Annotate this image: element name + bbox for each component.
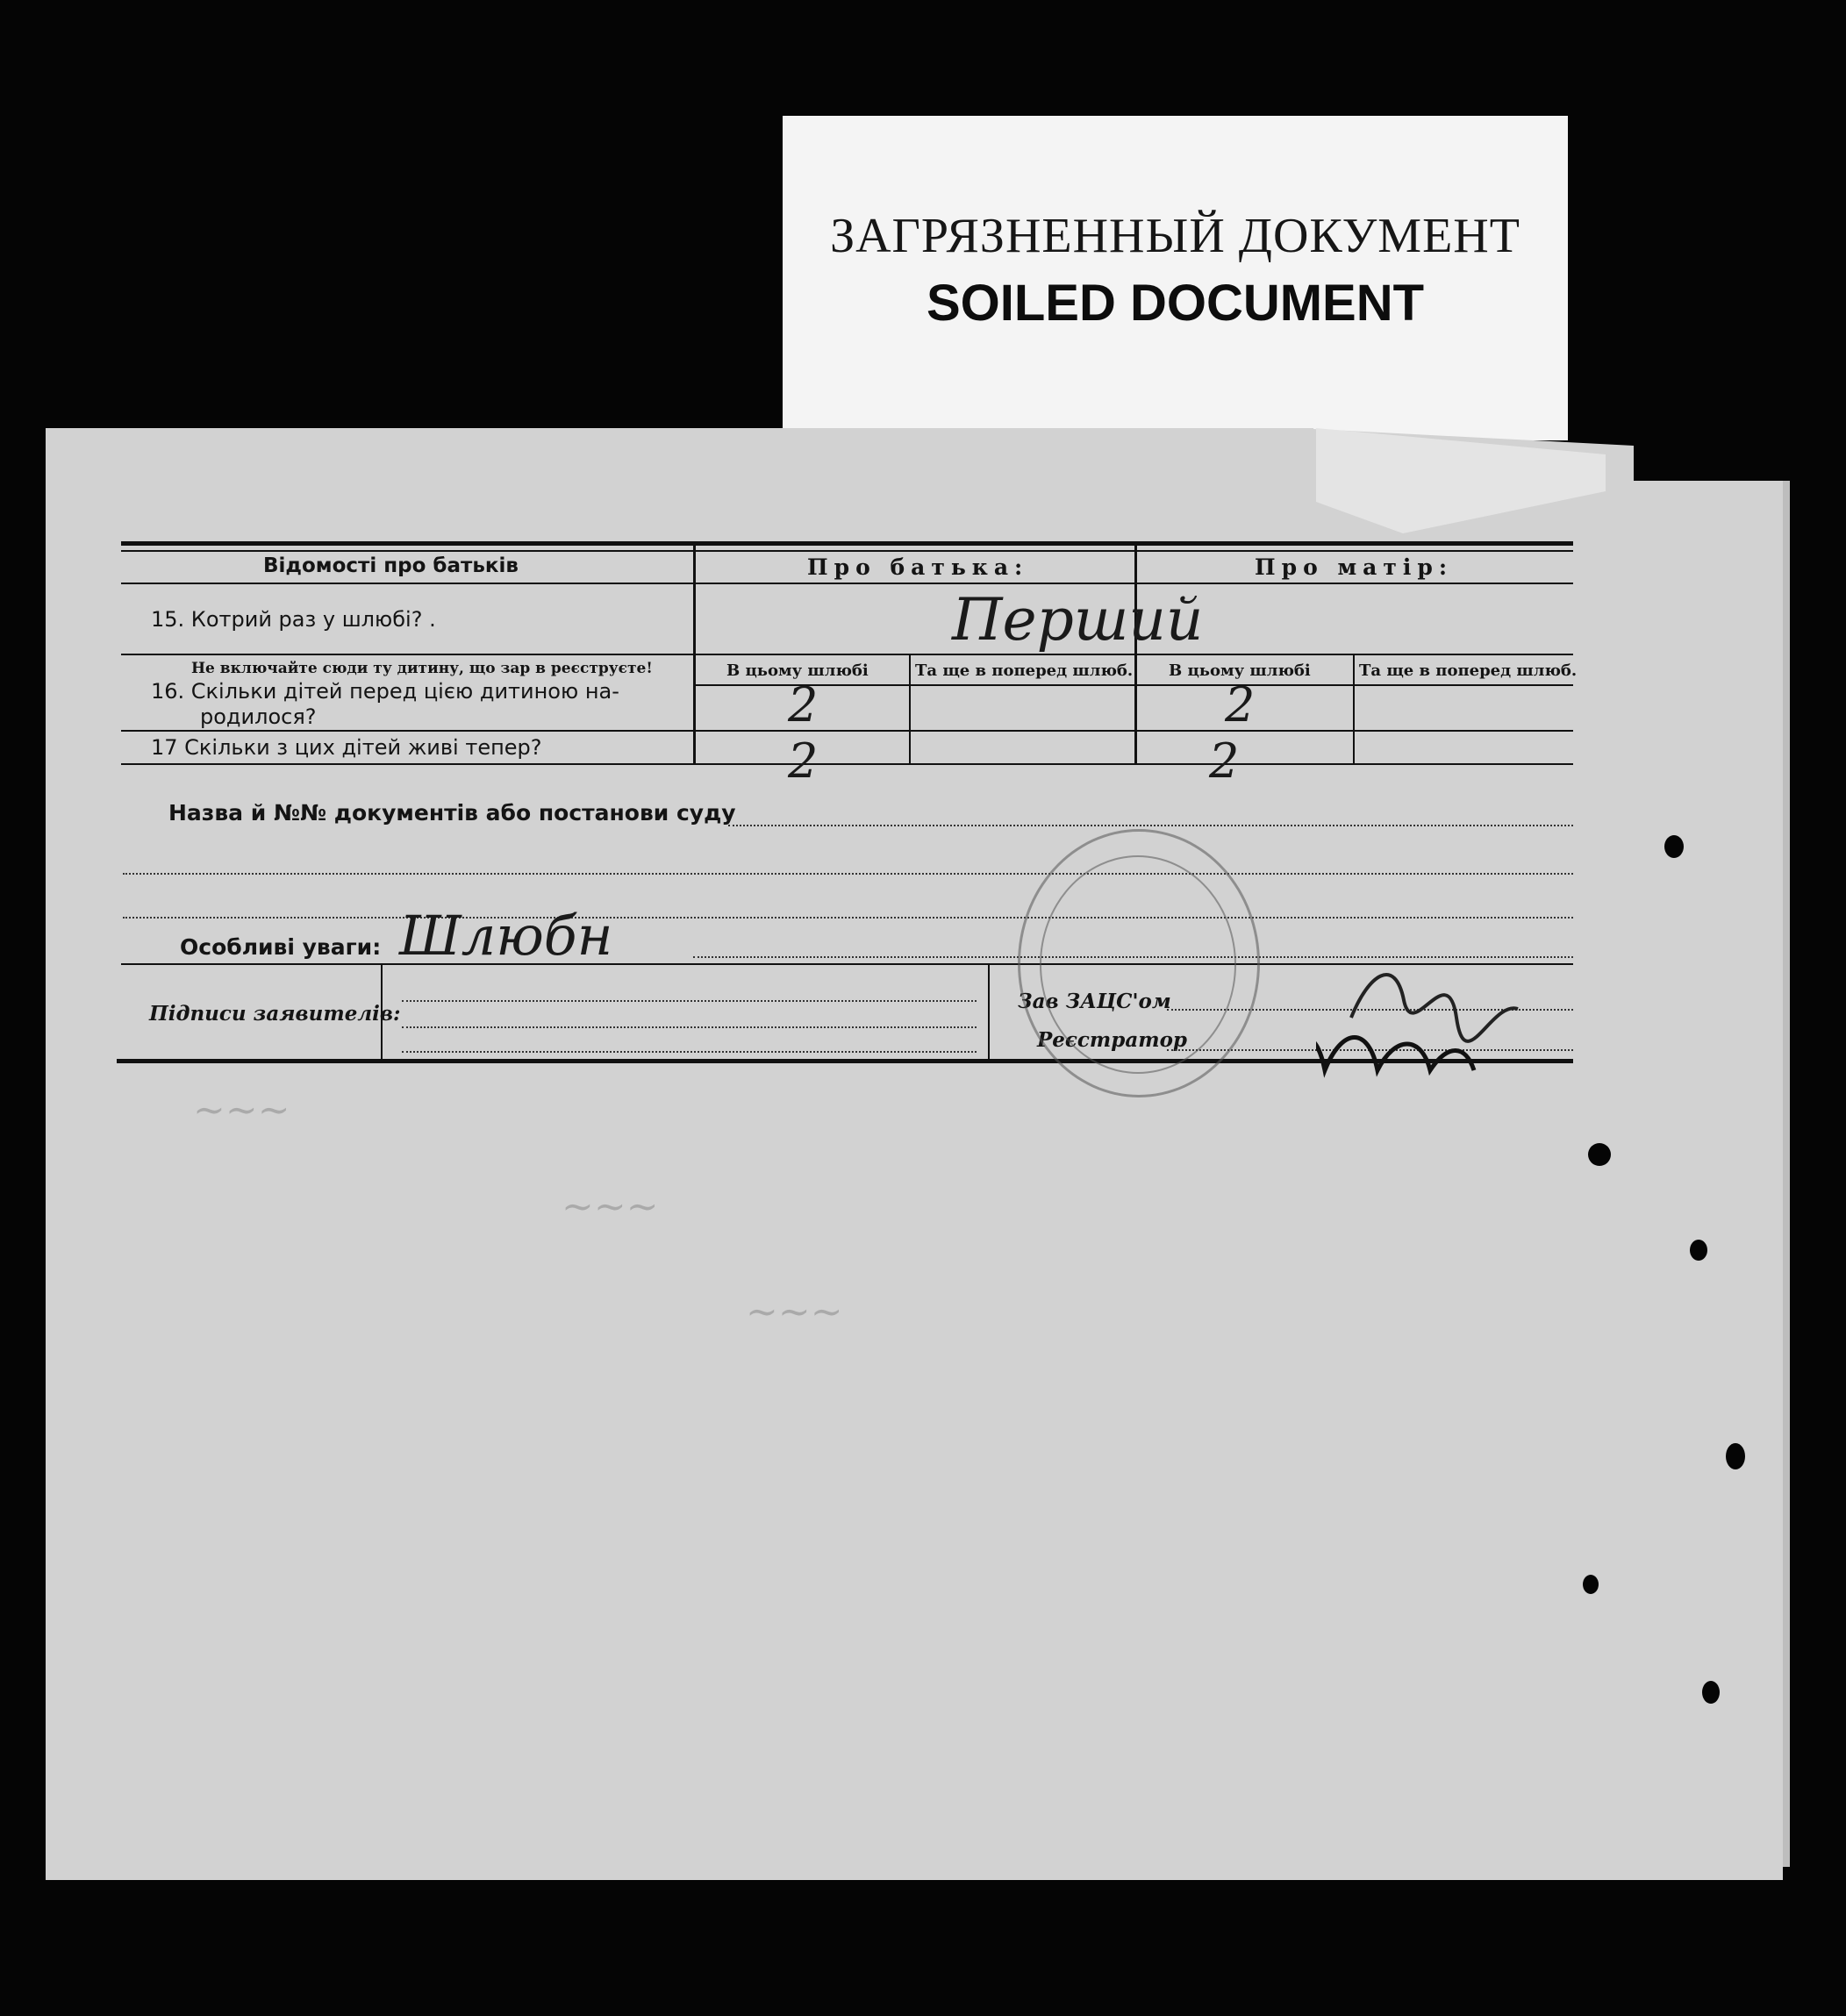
- ghost-writing: ~~~: [746, 1290, 843, 1334]
- row16-label-line2: родилося?: [200, 704, 317, 729]
- subheader-father-prev: Та ще в попеpед шлюб.: [915, 661, 1134, 680]
- header-father: Про батька:: [807, 554, 1029, 580]
- documents-line-3: [123, 917, 1573, 919]
- notice-russian-text: ЗАГРЯЗНЕННЫЙ ДОКУМЕНТ: [830, 209, 1520, 263]
- registrar-label: Реєстратор: [1037, 1028, 1188, 1052]
- applicant-sig-line-1: [402, 1000, 977, 1002]
- row16-note: Не включайте сюди ту дитину, що зар в реєструєте!: [191, 660, 653, 677]
- notes-label: Особливі уваги:: [180, 934, 382, 960]
- documents-line-1: [728, 825, 1573, 826]
- official-stamp-inner: [1040, 855, 1236, 1074]
- col-divider-mother-sub: [1353, 655, 1355, 765]
- col-divider-mother: [1134, 546, 1137, 765]
- documents-line-2: [123, 873, 1573, 875]
- col-divider-father: [693, 546, 696, 765]
- subheader-rule: [693, 684, 1573, 686]
- row17-rule: [121, 763, 1573, 765]
- applicant-sig-line-3: [402, 1051, 977, 1053]
- notes-handwritten-value: Шлюбн: [399, 904, 613, 968]
- row16-rule: [121, 730, 1573, 732]
- applicant-sig-line-2: [402, 1026, 977, 1028]
- row15-handwritten-value: Перший: [952, 586, 1204, 654]
- table-top-rule: [121, 541, 1573, 546]
- subheader-mother-prev: Та ще в попеpед шлюб.: [1359, 661, 1578, 680]
- table-top-rule-thin: [121, 550, 1573, 552]
- binding-hole: [1690, 1240, 1707, 1261]
- applicants-signature-label: Підписи заявителів:: [149, 1002, 401, 1026]
- sig-divider-right: [988, 965, 990, 1060]
- row17-label: 17 Скільки з цих дітей живі тепер?: [151, 735, 542, 760]
- row16-label-line1: 16. Скільки дітей перед цією дитиною на-: [151, 679, 619, 704]
- subheader-mother-this: В цьому шлюбі: [1169, 661, 1311, 680]
- binding-hole: [1726, 1443, 1745, 1469]
- row17-father-value: 2: [788, 733, 819, 789]
- header-mother: Про матір:: [1255, 554, 1454, 580]
- row16-mother-value: 2: [1225, 677, 1256, 733]
- head-of-office-label: Зав ЗАЦС'ом: [1018, 990, 1171, 1013]
- ghost-writing: ~~~: [193, 1088, 290, 1133]
- binding-hole: [1664, 835, 1684, 858]
- binding-hole: [1588, 1143, 1611, 1166]
- signature-scribbles: [1316, 921, 1527, 1097]
- ghost-writing: ~~~: [562, 1184, 659, 1229]
- documents-label: Назва й №№ документів або постанови суду: [168, 800, 736, 826]
- notice-english-text: SOILED DOCUMENT: [926, 275, 1425, 332]
- row16-father-value: 2: [788, 677, 819, 733]
- document-sheet: [46, 428, 1783, 1880]
- soiled-document-notice: [783, 116, 1568, 440]
- header-parents: Відомості про батьків: [263, 554, 519, 577]
- subheader-father-this: В цьому шлюбі: [726, 661, 869, 680]
- binding-hole: [1702, 1681, 1720, 1704]
- row15-label: 15. Котрий раз у шлюбі? .: [151, 607, 436, 632]
- sheet-edge: [1783, 481, 1790, 1867]
- col-divider-father-sub: [909, 655, 911, 765]
- binding-hole: [1583, 1575, 1599, 1594]
- row17-mother-value: 2: [1209, 733, 1240, 789]
- row15-rule: [121, 654, 1573, 655]
- header-rule: [121, 583, 1573, 584]
